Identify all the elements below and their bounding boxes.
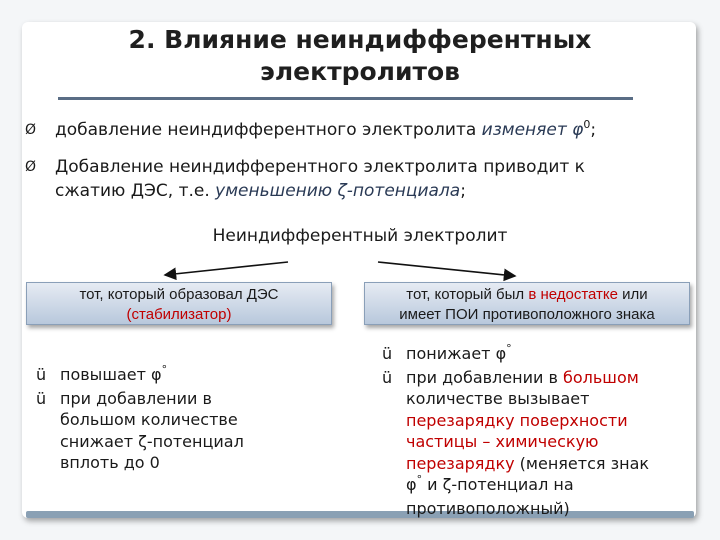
left-item-2-line-2: большом количестве — [60, 410, 238, 429]
right-item-2-line-5b: (меняется знак — [514, 453, 650, 473]
left-item-1-sup: ° — [161, 363, 168, 376]
left-item-1-text: повышает φ — [60, 365, 162, 384]
left-box-line-1: тот, который образовал ДЭС — [79, 286, 279, 303]
right-item-1-text: понижает φ — [406, 344, 507, 363]
arrow-bullet-icon: Ø — [25, 159, 37, 175]
right-item-2-line-1b: большом — [562, 367, 639, 387]
title-line-1: 2. Влияние неиндифферентных — [128, 25, 592, 54]
check-icon: ü — [382, 344, 393, 363]
right-item-2 — [382, 367, 649, 389]
left-list — [36, 364, 244, 474]
right-item-1-sup: ° — [506, 342, 512, 355]
right-box-red: в недостатке — [528, 286, 618, 303]
right-box-line-2: имеет ПОИ противоположного знака — [399, 306, 655, 323]
right-box-part-c: или — [618, 286, 648, 303]
left-item-2-line-3: снижает ζ-потенциал — [60, 431, 244, 451]
right-item-2-line-5a: перезарядку — [406, 453, 515, 473]
right-item-2-line-6b: и ζ-потенциал на — [422, 475, 574, 494]
bullet-1-sup: 0 — [583, 118, 591, 131]
bullet-1-emphasis: изменяет φ — [481, 120, 584, 140]
right-item-2-line-6 — [382, 474, 649, 498]
bullet-2-part-a: сжатию ДЭС, т.е. — [55, 181, 216, 201]
left-item-2-line-1: при добавлении в — [60, 388, 212, 408]
center-label: Неиндифферентный электролит — [212, 226, 508, 246]
right-item-2-line-4: частицы – химическую — [406, 432, 599, 451]
check-icon: ü — [36, 388, 47, 408]
left-box-line-2: (стабилизатор) — [126, 306, 232, 323]
right-item-2-line-6-sup: ° — [416, 473, 423, 486]
right-item-2-line-2: количестве вызывает — [406, 389, 590, 408]
right-item-2-line-1a: при добавлении в — [406, 367, 563, 387]
right-item-2-line-3: перезарядку поверхности — [406, 410, 628, 430]
title-line-2: электролитов — [260, 57, 460, 86]
bullet-2-part-c: ; — [460, 181, 466, 201]
right-box-line-1 — [365, 285, 689, 305]
arrow-bullet-icon: Ø — [25, 122, 37, 138]
check-icon: ü — [36, 365, 47, 384]
right-item-1 — [382, 343, 649, 367]
bullet-1-part-a: добавление неиндифферентного электролита — [55, 120, 482, 140]
right-arrow — [378, 262, 515, 276]
bullet-2-emphasis: уменьшению ζ-потенциала — [215, 181, 461, 201]
right-list — [382, 343, 649, 519]
left-item-1 — [36, 364, 244, 388]
right-item-2-line-6a: φ — [406, 475, 417, 494]
right-item-2-line-5 — [382, 453, 649, 475]
left-item-2-line-4: вплоть до 0 — [60, 453, 160, 472]
right-box-part-a: тот, который был — [406, 286, 529, 303]
left-arrow — [165, 262, 288, 275]
right-item-2-line-7: противоположный) — [406, 498, 570, 518]
left-box — [26, 282, 332, 325]
left-item-2 — [36, 388, 244, 410]
bullet-1-part-c: ; — [590, 120, 597, 140]
check-icon: ü — [382, 367, 393, 387]
right-box — [364, 282, 690, 325]
bullet-2-line-1: Добавление неиндифферентного электролита приводит к — [55, 157, 585, 177]
